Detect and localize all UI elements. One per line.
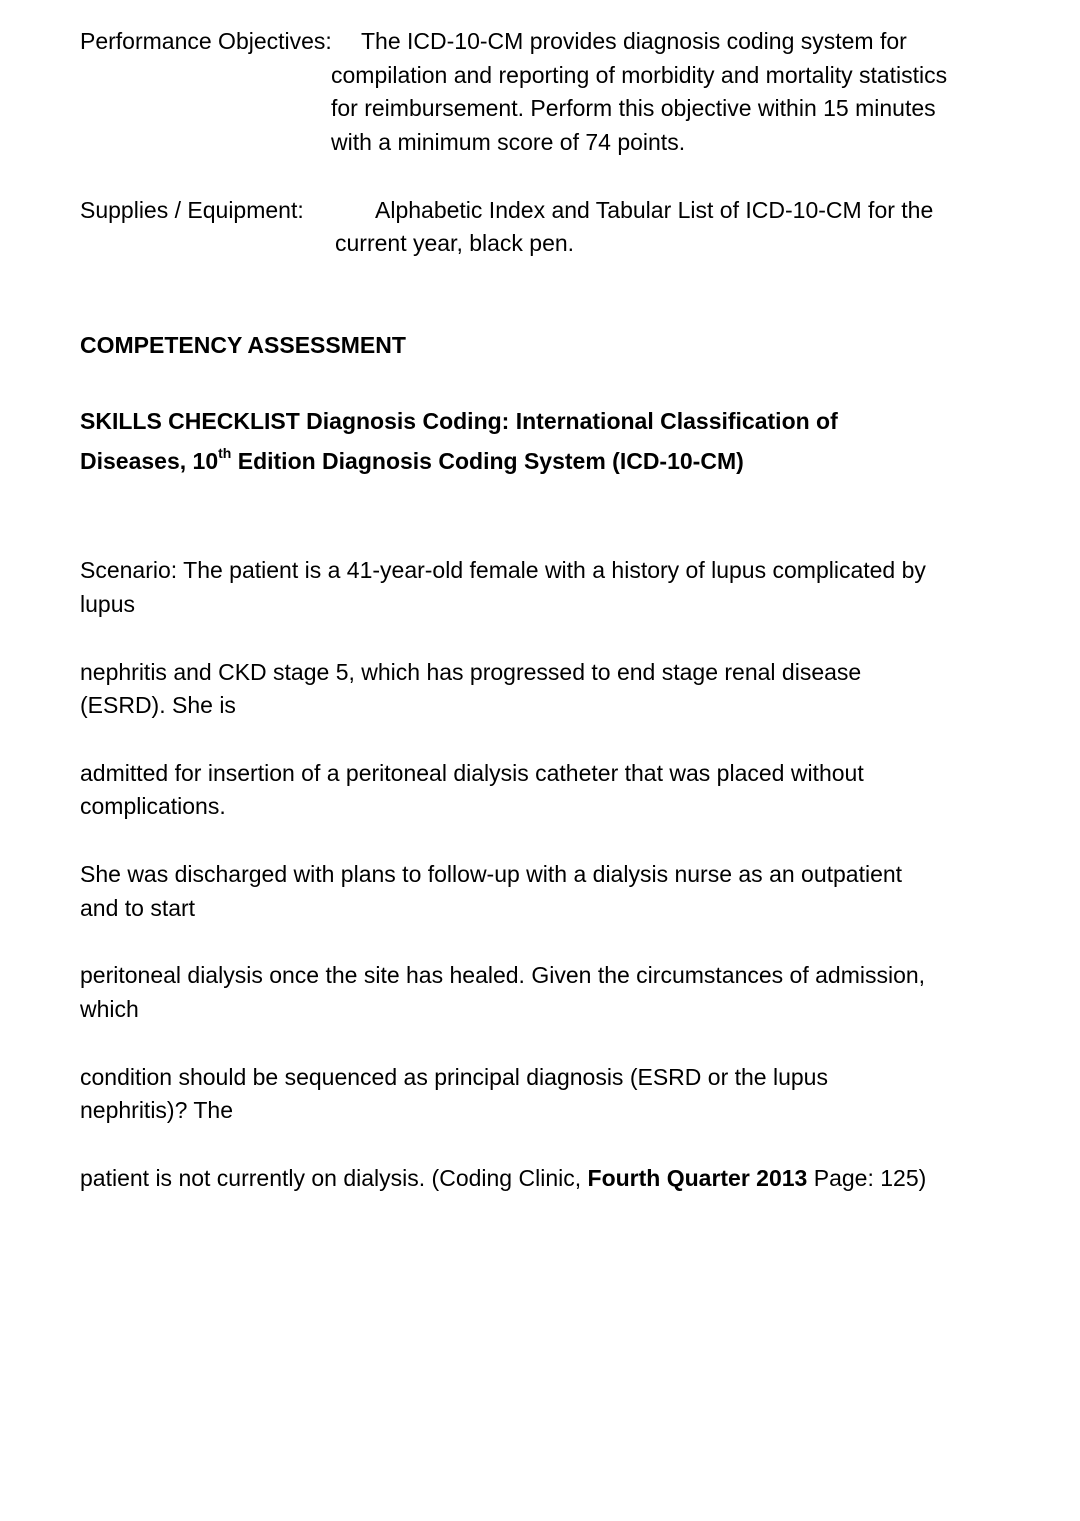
scenario-paragraph-3-line-1: admitted for insertion of a peritoneal dialysis catheter that was placed without: [80, 760, 864, 786]
scenario-paragraph-6-line-2: nephritis)? The: [80, 1097, 233, 1123]
skills-heading-superscript: th: [218, 445, 232, 462]
performance-objectives-label: Performance Objectives:: [80, 28, 332, 54]
performance-objectives-line-2: compilation and reporting of morbidity and mortality statistics: [331, 62, 948, 88]
coding-clinic-quarter: Fourth Quarter 2013: [587, 1165, 808, 1191]
scenario-paragraph-7-post: Page: 125): [807, 1165, 927, 1191]
skills-heading-post: Edition Diagnosis Coding System (ICD-10-CM): [231, 448, 744, 474]
scenario-paragraph-7-pre: patient is not currently on dialysis. (Coding Clinic,: [80, 1165, 588, 1191]
performance-objectives-line-1: The ICD-10-CM provides diagnosis coding system for: [361, 28, 907, 54]
scenario-paragraph-5-line-1: peritoneal dialysis once the site has healed. Given the circumstances of admission,: [80, 962, 926, 988]
scenario-paragraph-3-line-2: complications.: [80, 793, 226, 819]
scenario-paragraph-2-line-1: nephritis and CKD stage 5, which has progressed to end stage renal disease: [80, 659, 862, 685]
scenario-paragraph-5-line-2: which: [80, 996, 139, 1022]
supplies-equipment-label: Supplies / Equipment:: [80, 197, 304, 223]
skills-checklist-heading-line-1: SKILLS CHECKLIST Diagnosis Coding: International Classification of: [80, 408, 838, 434]
supplies-equipment-line-1: Alphabetic Index and Tabular List of ICD-10-CM for the: [375, 197, 934, 223]
scenario-paragraph-4-line-1: She was discharged with plans to follow-up with a dialysis nurse as an outpatient: [80, 861, 903, 887]
scenario-paragraph-1-line-1: Scenario: The patient is a 41-year-old female with a history of lupus complicated by: [80, 557, 926, 583]
scenario-paragraph-2-line-2: (ESRD). She is: [80, 692, 236, 718]
scenario-paragraph-6-line-1: condition should be sequenced as principal diagnosis (ESRD or the lupus: [80, 1064, 828, 1090]
competency-assessment-heading: COMPETENCY ASSESSMENT: [80, 332, 406, 358]
scenario-paragraph-4-line-2: and to start: [80, 895, 196, 921]
supplies-equipment-line-2: current year, black pen.: [335, 230, 575, 256]
skills-heading-pre: Diseases, 10: [80, 448, 219, 474]
skills-checklist-heading-line-2: [80, 445, 744, 479]
performance-objectives-line-3: for reimbursement. Perform this objective within 15 minutes: [331, 95, 936, 121]
performance-objectives-line-4: with a minimum score of 74 points.: [331, 129, 686, 155]
scenario-paragraph-1-line-2: lupus: [80, 591, 135, 617]
scenario-paragraph-7: [80, 1162, 926, 1196]
